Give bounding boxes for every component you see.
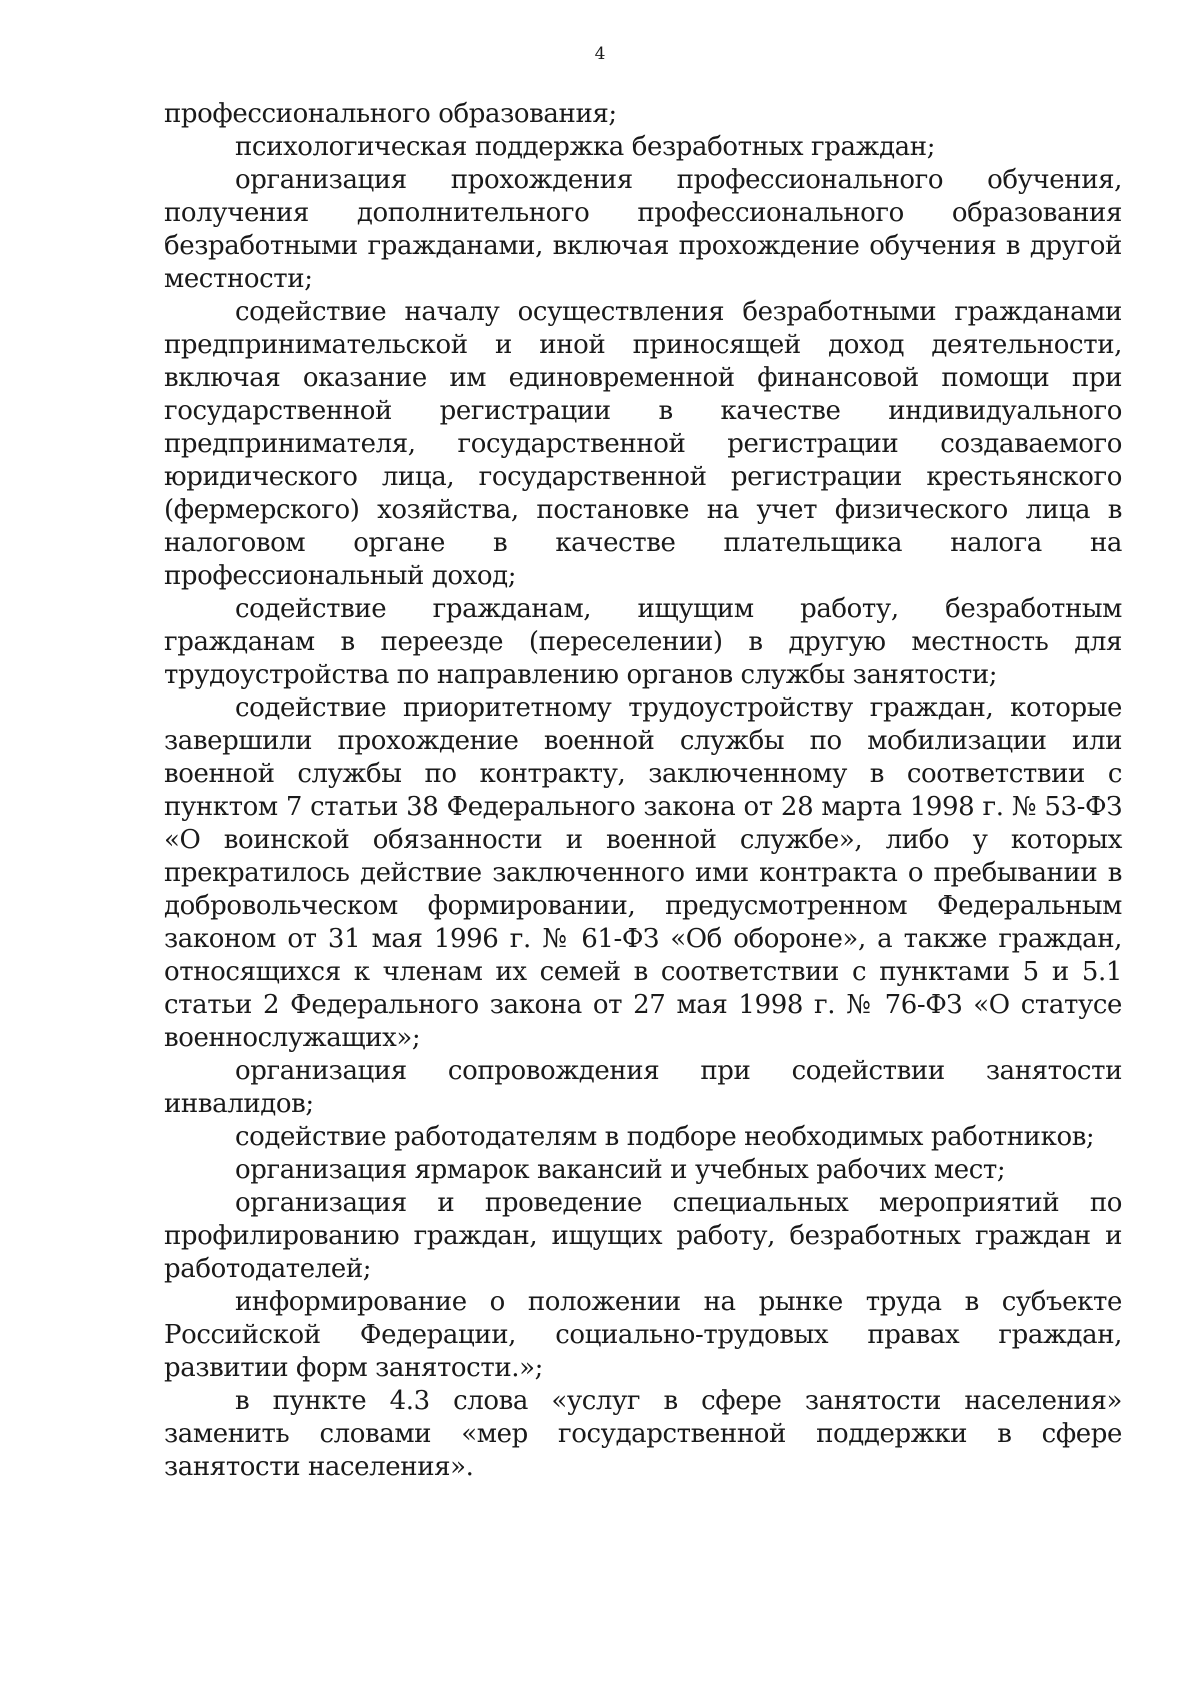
paragraph: организация ярмарок вакансий и учебных рабочих мест;	[235, 1155, 1006, 1185]
paragraph: содействие работодателям в подборе необходимых работников;	[235, 1122, 1095, 1152]
paragraph: профессионального образования;	[164, 99, 617, 129]
paragraph: содействие приоритетному трудоустройству граждан, которые завершили прохождение военной службы по мобилизации или военной службы по контракту, заключенному в соответствии с пунктом 7 статьи 38 Федерального закона от 28 марта 1998 г. № 53-ФЗ «О воинской обязанности и военной службе», либо у которых прекратилось действие заключенного ими контракта о пребывании в добровольческом формировании, предусмотренном Федеральным законом от 31 мая 1996 г. № 61-ФЗ «Об обороне», а также граждан, относящихся к членам их семей в соответствии с пунктами 5 и 5.1 статьи 2 Федерального закона от 27 мая 1998 г. № 76-ФЗ «О статусе военнослужащих»;	[164, 693, 1122, 1053]
document-body	[164, 98, 1122, 1484]
paragraph: содействие началу осуществления безработными гражданами предпринимательской и иной приносящей доход деятельности, включая оказание им единовременной финансовой помощи при государственной регистрации в качестве индивидуального предпринимателя, государственной регистрации создаваемого юридического лица, государственной регистрации крестьянского (фермерского) хозяйства, постановке на учет физического лица в налоговом органе в качестве плательщика налога на профессиональный доход;	[164, 297, 1122, 591]
paragraph: содействие гражданам, ищущим работу, безработным гражданам в переезде (переселении) в другую местность для трудоустройства по направлению органов службы занятости;	[164, 594, 1122, 690]
paragraph: организация прохождения профессионального обучения, получения дополнительного профессионального образования безработными гражданами, включая прохождение обучения в другой местности;	[164, 165, 1122, 294]
paragraph: информирование о положении на рынке труда в субъекте Российской Федерации, социально-трудовых правах граждан, развитии форм занятости.»;	[164, 1287, 1122, 1383]
paragraph: организация сопровождения при содействии занятости инвалидов;	[164, 1056, 1122, 1119]
paragraph: в пункте 4.3 слова «услуг в сфере занятости населения» заменить словами «мер государственной поддержки в сфере занятости населения».	[164, 1386, 1122, 1482]
paragraph: организация и проведение специальных мероприятий по профилированию граждан, ищущих работу, безработных граждан и работодателей;	[164, 1188, 1122, 1284]
paragraph: психологическая поддержка безработных граждан;	[235, 132, 936, 162]
page-number: 4	[594, 44, 606, 64]
